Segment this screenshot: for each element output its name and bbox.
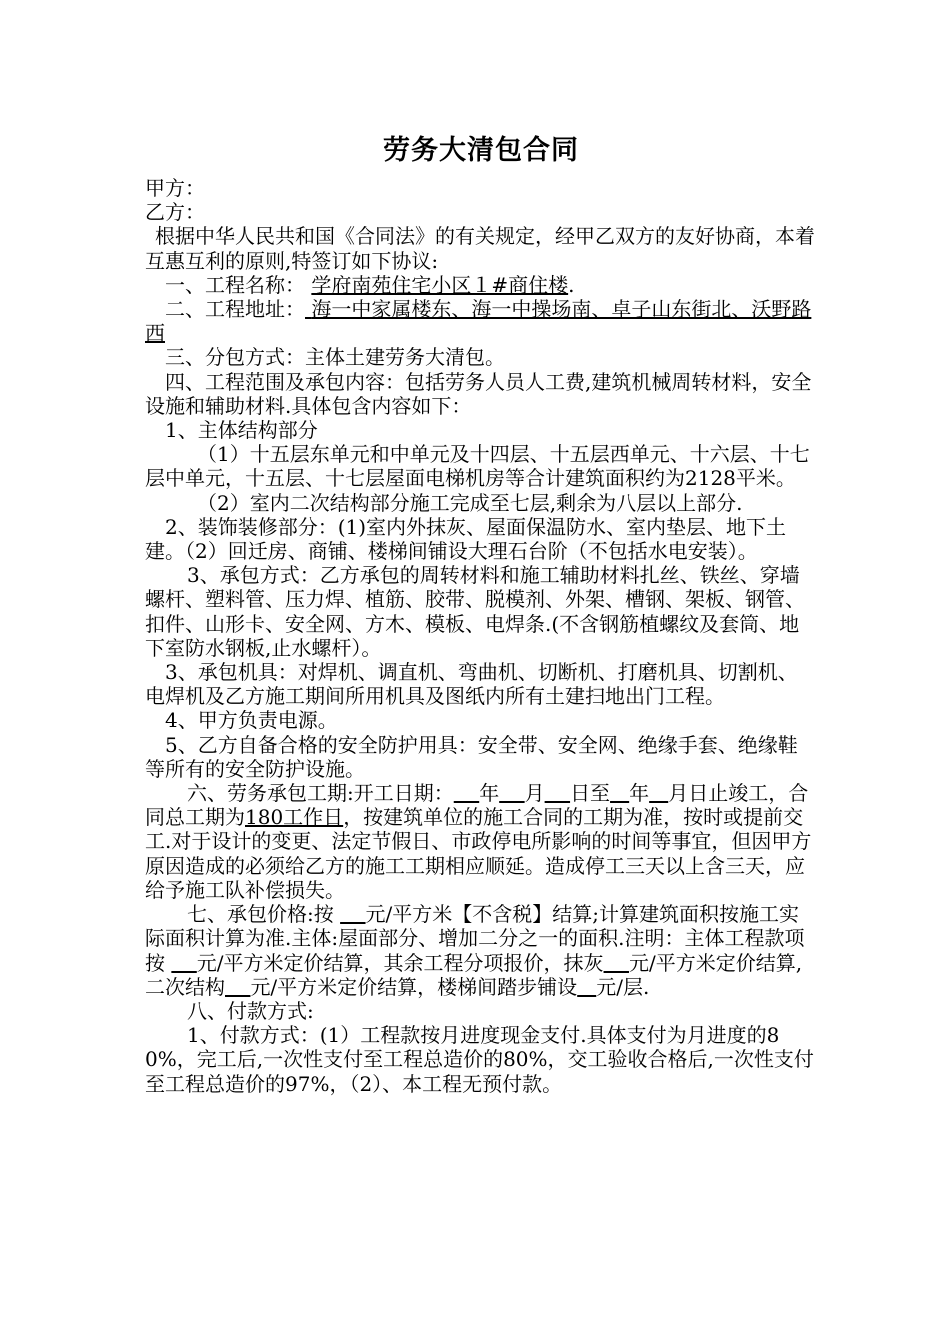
item-decoration: 2、装饰装修部分：(1)室内外抹灰、屋面保温防水、室内垫层、地下土建。（2）回迁房、商铺、楼梯间铺设大理石台阶（不包括水电安装）。 [145, 514, 787, 564]
blank-field [604, 951, 629, 975]
blank-field [171, 951, 196, 975]
item-payment-method: 1、付款方式：(1）工程款按月进度现金支付.具体支付为月进度的80%，完工后,一次性支付至工程总造价的80%，交工验收合格后,一次性支付至工程总造价的97%，（2）、本工程无预付款。 [145, 1023, 814, 1096]
page-title: 劳务大清包合同 [383, 135, 579, 166]
section-label: 一、工程名称： [165, 272, 305, 297]
section-subcontract-mode: 三、分包方式：主体土建劳务大清包。 [165, 345, 505, 370]
item-machinery: 3、承包机具：对焊机、调直机、弯曲机、切断机、打磨机具、切割机、电焊机及乙方施工期间所用机具及图纸内所有土建扫地出门工程。 [145, 660, 798, 709]
blank-field [499, 781, 524, 805]
section-project-address [145, 297, 817, 345]
item-safety-equipment: 5、乙方自备合格的安全防护用具：安全带、安全网、绝缘手套、绝缘鞋等所有的安全防护设施。 [145, 732, 798, 781]
project-name-value: 学府南苑住宅小区１#商住楼 [311, 272, 569, 297]
party-b: 乙方： [145, 200, 205, 225]
section-schedule: 六、劳务承包工期:开工日期： 年 月 日至 年 月日止竣工，合同总工期为180工作日，按建筑单位的施工合同的工期为准，按时或提前交工.对于设计的变更、法定节假日、市政停电所影响的时间等事宜，但因甲方原因造成的必须给乙方的施工工期相应顺延。造成停工三天以上含三天，应给予施工队补偿损失。 [145, 781, 812, 902]
project-address-value: 海一中家属楼东、海一中操场南、卓子山东街北、沃野路西 [145, 297, 812, 346]
section-payment: 八、付款方式: [187, 998, 314, 1023]
blank-field [340, 902, 365, 926]
section-label: 二、工程地址： [165, 297, 305, 322]
total-duration-value: 180工作日 [245, 805, 344, 830]
contract-page [145, 128, 817, 1096]
section-project-name: 一、工程名称： 学府南苑住宅小区１#商住楼. [165, 272, 575, 297]
section-scope: 四、工程范围及承包内容：包括劳务人员人工费,建筑机械周转材料，安全设施和辅助材料.具体包含内容如下： [145, 369, 812, 418]
section-price: 七、承包价格:按 元/平方米【不含税】结算;计算建筑面积按施工实际面积计算为准.主体:屋面部分、增加二分之一的面积.注明：主体工程款项按 元/平方米定价结算，其余工程分项报价，抹灰 元/平方米定价结算,二次结构 元/平方米定价结算，楼梯间踏步铺设 元/层. [145, 902, 805, 999]
blank-field [649, 781, 668, 805]
intro-paragraph: 根据中华人民共和国《合同法》的有关规定，经甲乙双方的友好协商，本着互惠互利的原则,特签订如下协议: [145, 224, 815, 273]
blank-field [454, 781, 479, 805]
item-power-supply: 4、甲方负责电源。 [165, 708, 338, 733]
blank-field [577, 975, 596, 999]
item-main-structure: 1、主体结构部分 [165, 418, 318, 443]
blank-field [610, 781, 629, 805]
item-main-structure-2: （2）室内二次结构部分施工完成至七层,剩余为八层以上部分. [197, 490, 743, 515]
blank-field [225, 975, 250, 999]
item-main-structure-1: （1）十五层东单元和中单元及十四层、十五层西单元、十六层、十七层中单元，十五层、十七层屋面电梯机房等合计建筑面积约为2128平米。 [145, 442, 810, 491]
party-a: 甲方： [145, 176, 205, 200]
item-contract-mode: 3、承包方式：乙方承包的周转材料和施工辅助材料扎丝、铁丝、穿墙螺杆、塑料管、压力焊、植筋、胶带、脱模剂、外架、槽钢、架板、钢管、扣件、山形卡、安全网、方木、模板、电焊条.(不含钢筋植螺纹及套筒、地下室防水钢板,止水螺杆）。 [145, 563, 805, 660]
blank-field [545, 781, 570, 805]
